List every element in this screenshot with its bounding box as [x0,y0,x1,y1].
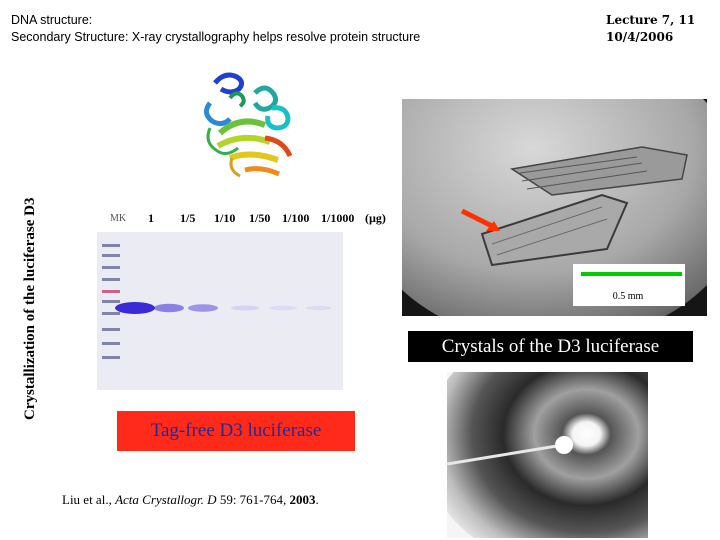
marker-band [102,328,120,331]
protein-band [269,306,297,311]
lane-label-unit: (µg) [365,211,386,225]
marker-band [102,254,120,257]
marker-band [102,356,120,359]
citation [62,492,319,508]
lane-label-1-5: 1/5 [180,211,196,225]
marker-band [102,342,120,345]
tag-free-label: Tag-free D3 luciferase [117,411,355,451]
vertical-title: Crystallization of the luciferase D3 [22,197,38,420]
protein-band [115,302,155,314]
slide-header [11,12,420,46]
marker-band [102,278,120,281]
scale-bar-label: 0.5 mm [612,291,644,302]
protein-band [231,306,259,311]
citation-end: . [315,492,319,507]
lane-label-1-50: 1/50 [249,211,271,225]
protein-band [154,304,184,312]
lane-label-1-100: 1/100 [282,211,310,225]
marker-band [102,300,120,303]
marker-band [102,244,120,247]
lecture-number: Lecture 7, 11 [606,13,696,27]
lane-label-1-10: 1/10 [214,211,236,225]
header-line-1: DNA structure: [11,13,93,27]
marker-band [102,290,120,293]
x-ray-diffraction-image [447,372,648,538]
lane-label-1-1000: 1/1000 [321,211,355,225]
citation-year: 2003 [289,492,316,507]
marker-band [102,266,120,269]
citation-authors: Liu et al., [62,492,116,507]
lecture-date: 10/4/2006 [606,30,674,44]
header-line-2: Secondary Structure: X-ray crystallography helps resolve protein structure [11,30,421,44]
citation-journal: Acta Crystallogr. D [115,492,217,507]
citation-details: 59: 761-764, [216,492,290,507]
protein-band [306,306,332,310]
lane-label-1: 1 [148,211,154,225]
sds-page-gel-image [97,232,343,390]
crystal-caption: Crystals of the D3 luciferase [408,331,693,362]
lecture-info [606,12,695,46]
protein-band [188,304,218,312]
marker-band [102,312,120,315]
crystal-photo [402,99,707,316]
protein-structure-image [170,58,320,188]
lane-label-mk: MK [110,213,127,224]
